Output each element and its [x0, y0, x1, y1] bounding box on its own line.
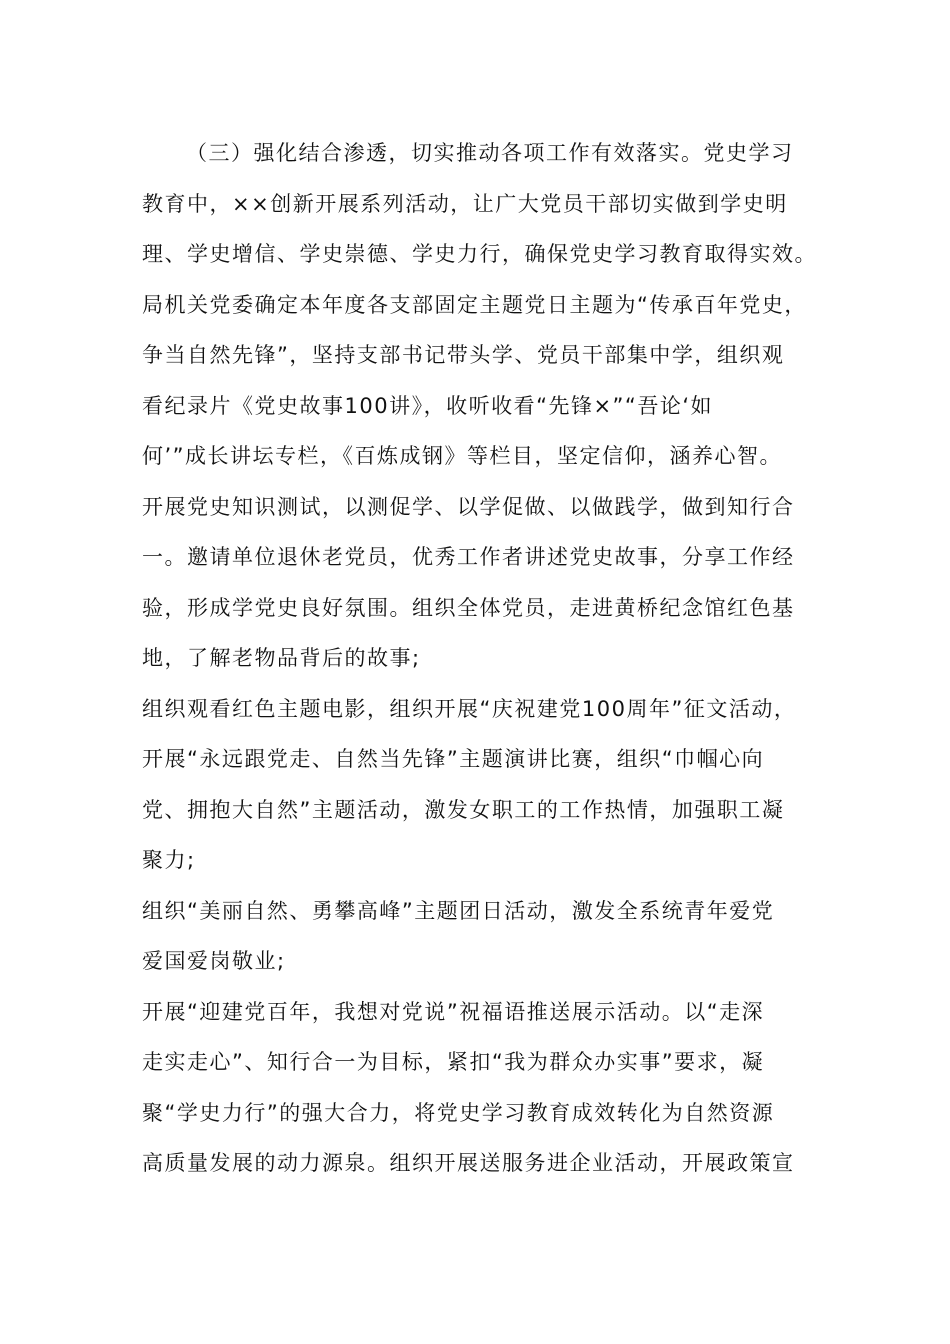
text-line: 组织“美丽自然、勇攀高峰”主题团日活动，激发全系统青年爱党 [142, 898, 775, 923]
text-line: 看纪录片《党史故事100讲》，收听收看“先锋×”“吾论‘如 [142, 393, 713, 418]
text-line: 组织观看红色主题电影，组织开展“庆祝建党100周年”征文活动， [142, 696, 797, 721]
text-line: 党、拥抱大自然”主题活动，激发女职工的工作热情，加强职工凝 [142, 797, 785, 822]
text-line: 走实走心”、知行合一为目标，紧扣“我为群众办实事”要求，凝 [142, 1050, 765, 1074]
text-line: 开展“迎建党百年，我想对党说”祝福语推送展示活动。以“走深 [142, 999, 765, 1024]
text-line: 局机关党委确定本年度各支部固定主题党日主题为“传承百年党史， [142, 292, 807, 317]
text-line: 开展党史知识测试，以测促学、以学促做、以做践学，做到知行合 [142, 494, 795, 519]
text-line: 争当自然先锋”，坚持支部书记带头学、党员干部集中学，组织观 [142, 343, 785, 367]
text-line: 聚力; [142, 848, 196, 872]
text-line: 聚“学史力行”的强大合力，将党史学习教育成效转化为自然资源 [142, 1100, 775, 1125]
text-line: 高质量发展的动力源泉。组织开展送服务进企业活动，开展政策宣 [142, 1151, 795, 1175]
text-line: 理、学史增信、学史崇德、学史力行，确保党史学习教育取得实效。 [142, 242, 817, 266]
text-line: 验，形成学党史良好氛围。组织全体党员，走进黄桥纪念馆红色基 [142, 595, 795, 620]
text-line: （三）强化结合渗透，切实推动各项工作有效落实。党史学习 [186, 141, 794, 165]
text-line: 开展“永远跟党走、自然当先锋”主题演讲比赛，组织“巾帼心向 [142, 747, 765, 771]
text-line: 地，了解老物品背后的故事; [142, 646, 421, 670]
body-text [142, 128, 832, 1189]
text-line: 教育中，××创新开展系列活动，让广大党员干部切实做到学史明 [142, 191, 788, 216]
text-line: 爱国爱岗敬业; [142, 949, 286, 973]
text-line: 一。邀请单位退休老党员，优秀工作者讲述党史故事，分享工作经 [142, 545, 795, 569]
text-line: 何’”成长讲坛专栏，《百炼成钢》等栏目，坚定信仰，涵养心智。 [142, 444, 783, 468]
